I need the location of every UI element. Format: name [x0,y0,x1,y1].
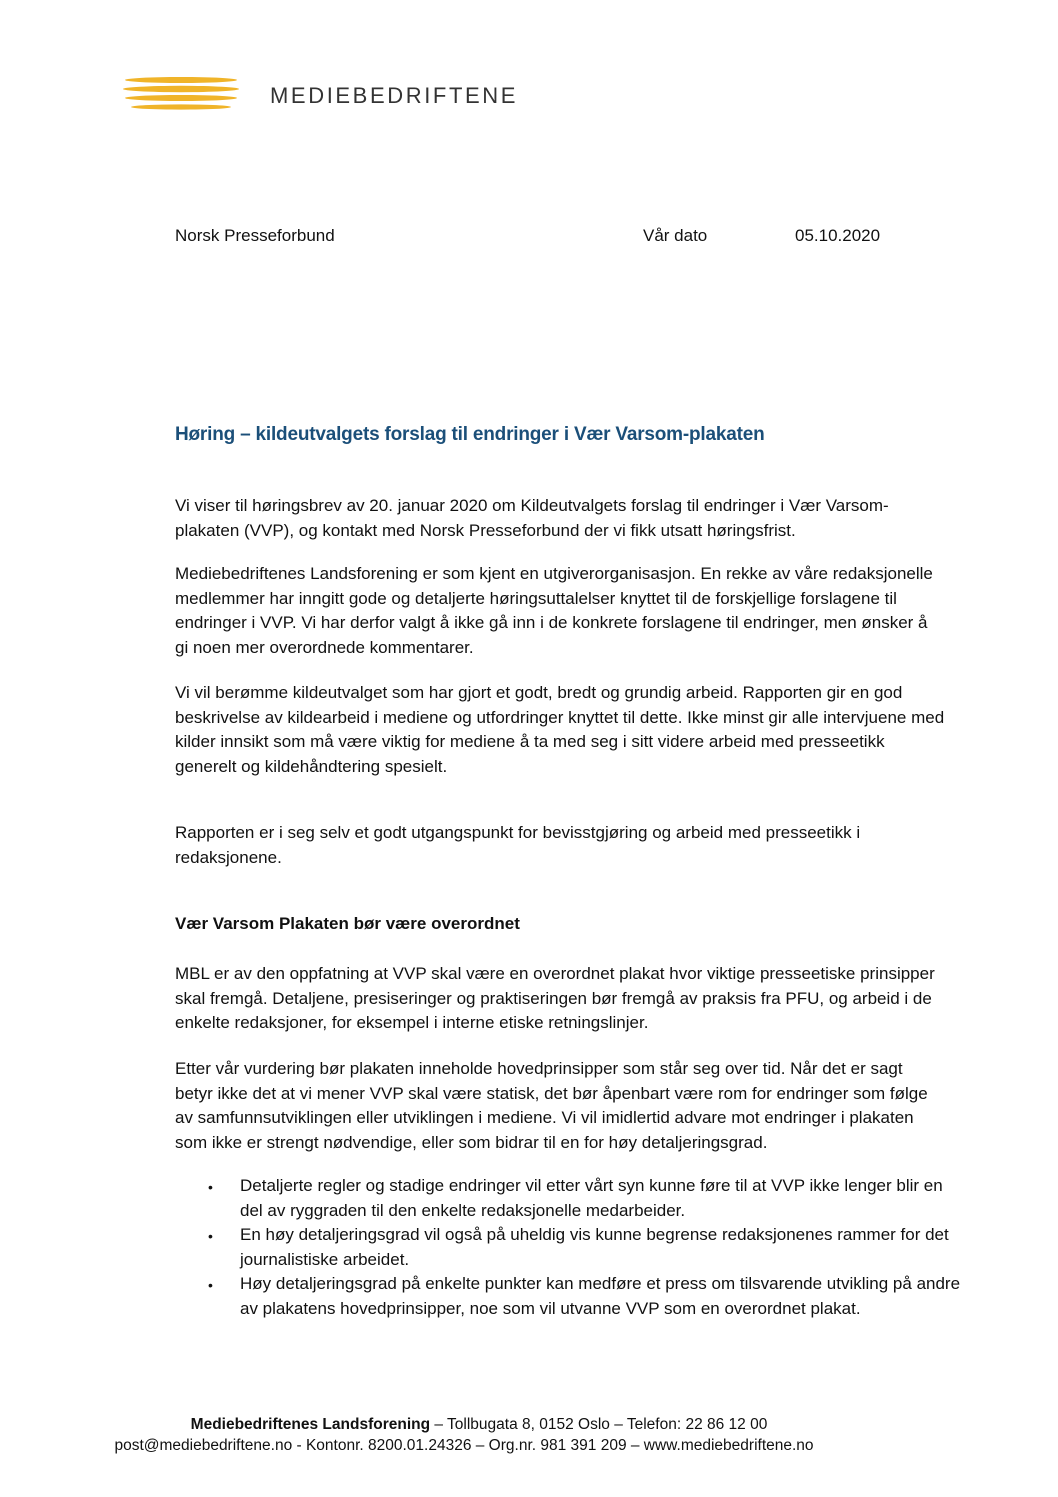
list-item-text: En høy detaljeringsgrad vil også på uheldig vis kunne begrense redaksjonenes rammer for det journalistiske arbeidet. [240,1225,949,1269]
section-heading: Vær Varsom Plakaten bør være overordnet [175,914,520,933]
list-item [175,1174,965,1223]
recipient: Norsk Presseforbund [175,226,335,245]
date-label: Vår dato [643,226,708,245]
list-item [175,1223,965,1272]
logo-stripes-icon [122,74,240,114]
bullet-icon: • [208,1179,213,1195]
footer-org-name: Mediebedriftenes Landsforening [190,1416,431,1433]
footer-contact: post@mediebedriftene.no - Kontonr. 8200.01.24326 – Org.nr. 981 391 209 – www.mediebedriftene.no [114,1437,814,1454]
bullet-icon: • [208,1228,213,1244]
footer-address [0,1416,1008,1434]
paragraph-assessment: Etter vår vurdering bør plakaten inneholde hovedprinsipper som står seg over tid. Når det er sagt betyr ikke det at vi mener VVP skal være statisk, det bør åpenbart være rom for endringer som følge av samfunnsutviklingen eller utviklingen i mediene. Vi vil imidlertid advare mot endringer i plakaten som ikke er strengt nødvendige, eller som bidrar til en for høy detaljeringsgrad. [175,1059,928,1152]
list-item-text: Detaljerte regler og stadige endringer vil etter vårt syn kunne føre til at VVP ikke lenger blir en del av ryggraden til den enkelte redaksjonelle medarbeider. [240,1176,943,1220]
document-title: Høring – kildeutvalgets forslag til endringer i Vær Varsom-plakaten [175,424,765,445]
logo [122,74,542,114]
bullet-icon: • [208,1277,213,1293]
logo-text: MEDIEBEDRIFTENE [270,83,519,108]
paragraph-intro: Vi viser til høringsbrev av 20. januar 2020 om Kildeutvalgets forslag til endringer i Vær Varsom-plakaten (VVP), og kontakt med Norsk Presseforbund der vi fikk utsatt høringsfrist. [175,496,889,540]
paragraph-praise: Vi vil berømme kildeutvalget som har gjort et godt, bredt og grundig arbeid. Rapporten gir en god beskrivelse av kildearbeid i mediene og utfordringer knyttet til dette. Ikke minst gir alle intervjuene med kilder innsikt som må være viktig for mediene å ta med seg i sitt videre arbeid med presseetikk generelt og kildehåndtering spesielt. [175,683,945,776]
date-value: 05.10.2020 [795,226,881,245]
paragraph-organisation: Mediebedriftenes Landsforening er som kjent en utgiverorganisasjon. En rekke av våre redaksjonelle medlemmer har inngitt gode og detaljerte høringsuttalelser knyttet til de forskjellige forslagene til endringer i VVP. Vi har derfor valgt å ikke gå inn i de konkrete forslagene til endringer, men ønsker å gi noen mer overordnede kommentarer. [175,564,933,657]
footer-address-text: – Tollbugata 8, 0152 Oslo – Telefon: 22 86 12 00 [430,1416,768,1433]
list-item-text: Høy detaljeringsgrad på enkelte punkter kan medføre et press om tilsvarende utvikling på andre av plakatens hovedprinsipper, noe som vil utvanne VVP som en overordnet plakat. [240,1274,961,1318]
paragraph-report: Rapporten er i seg selv et godt utgangspunkt for bevisstgjøring og arbeid med presseetikk i redaksjonene. [175,823,861,867]
paragraph-mbl-view: MBL er av den oppfatning at VVP skal være en overordnet plakat hvor viktige presseetiske prinsipper skal fremgå. Detaljene, presiseringer og praktiseringen bør fremgå av praksis fra PFU, og arbeid i de enkelte redaksjoner, for eksempel i interne etiske retningslinjer. [175,964,935,1032]
bullet-list [175,1174,965,1321]
list-item [175,1272,965,1321]
